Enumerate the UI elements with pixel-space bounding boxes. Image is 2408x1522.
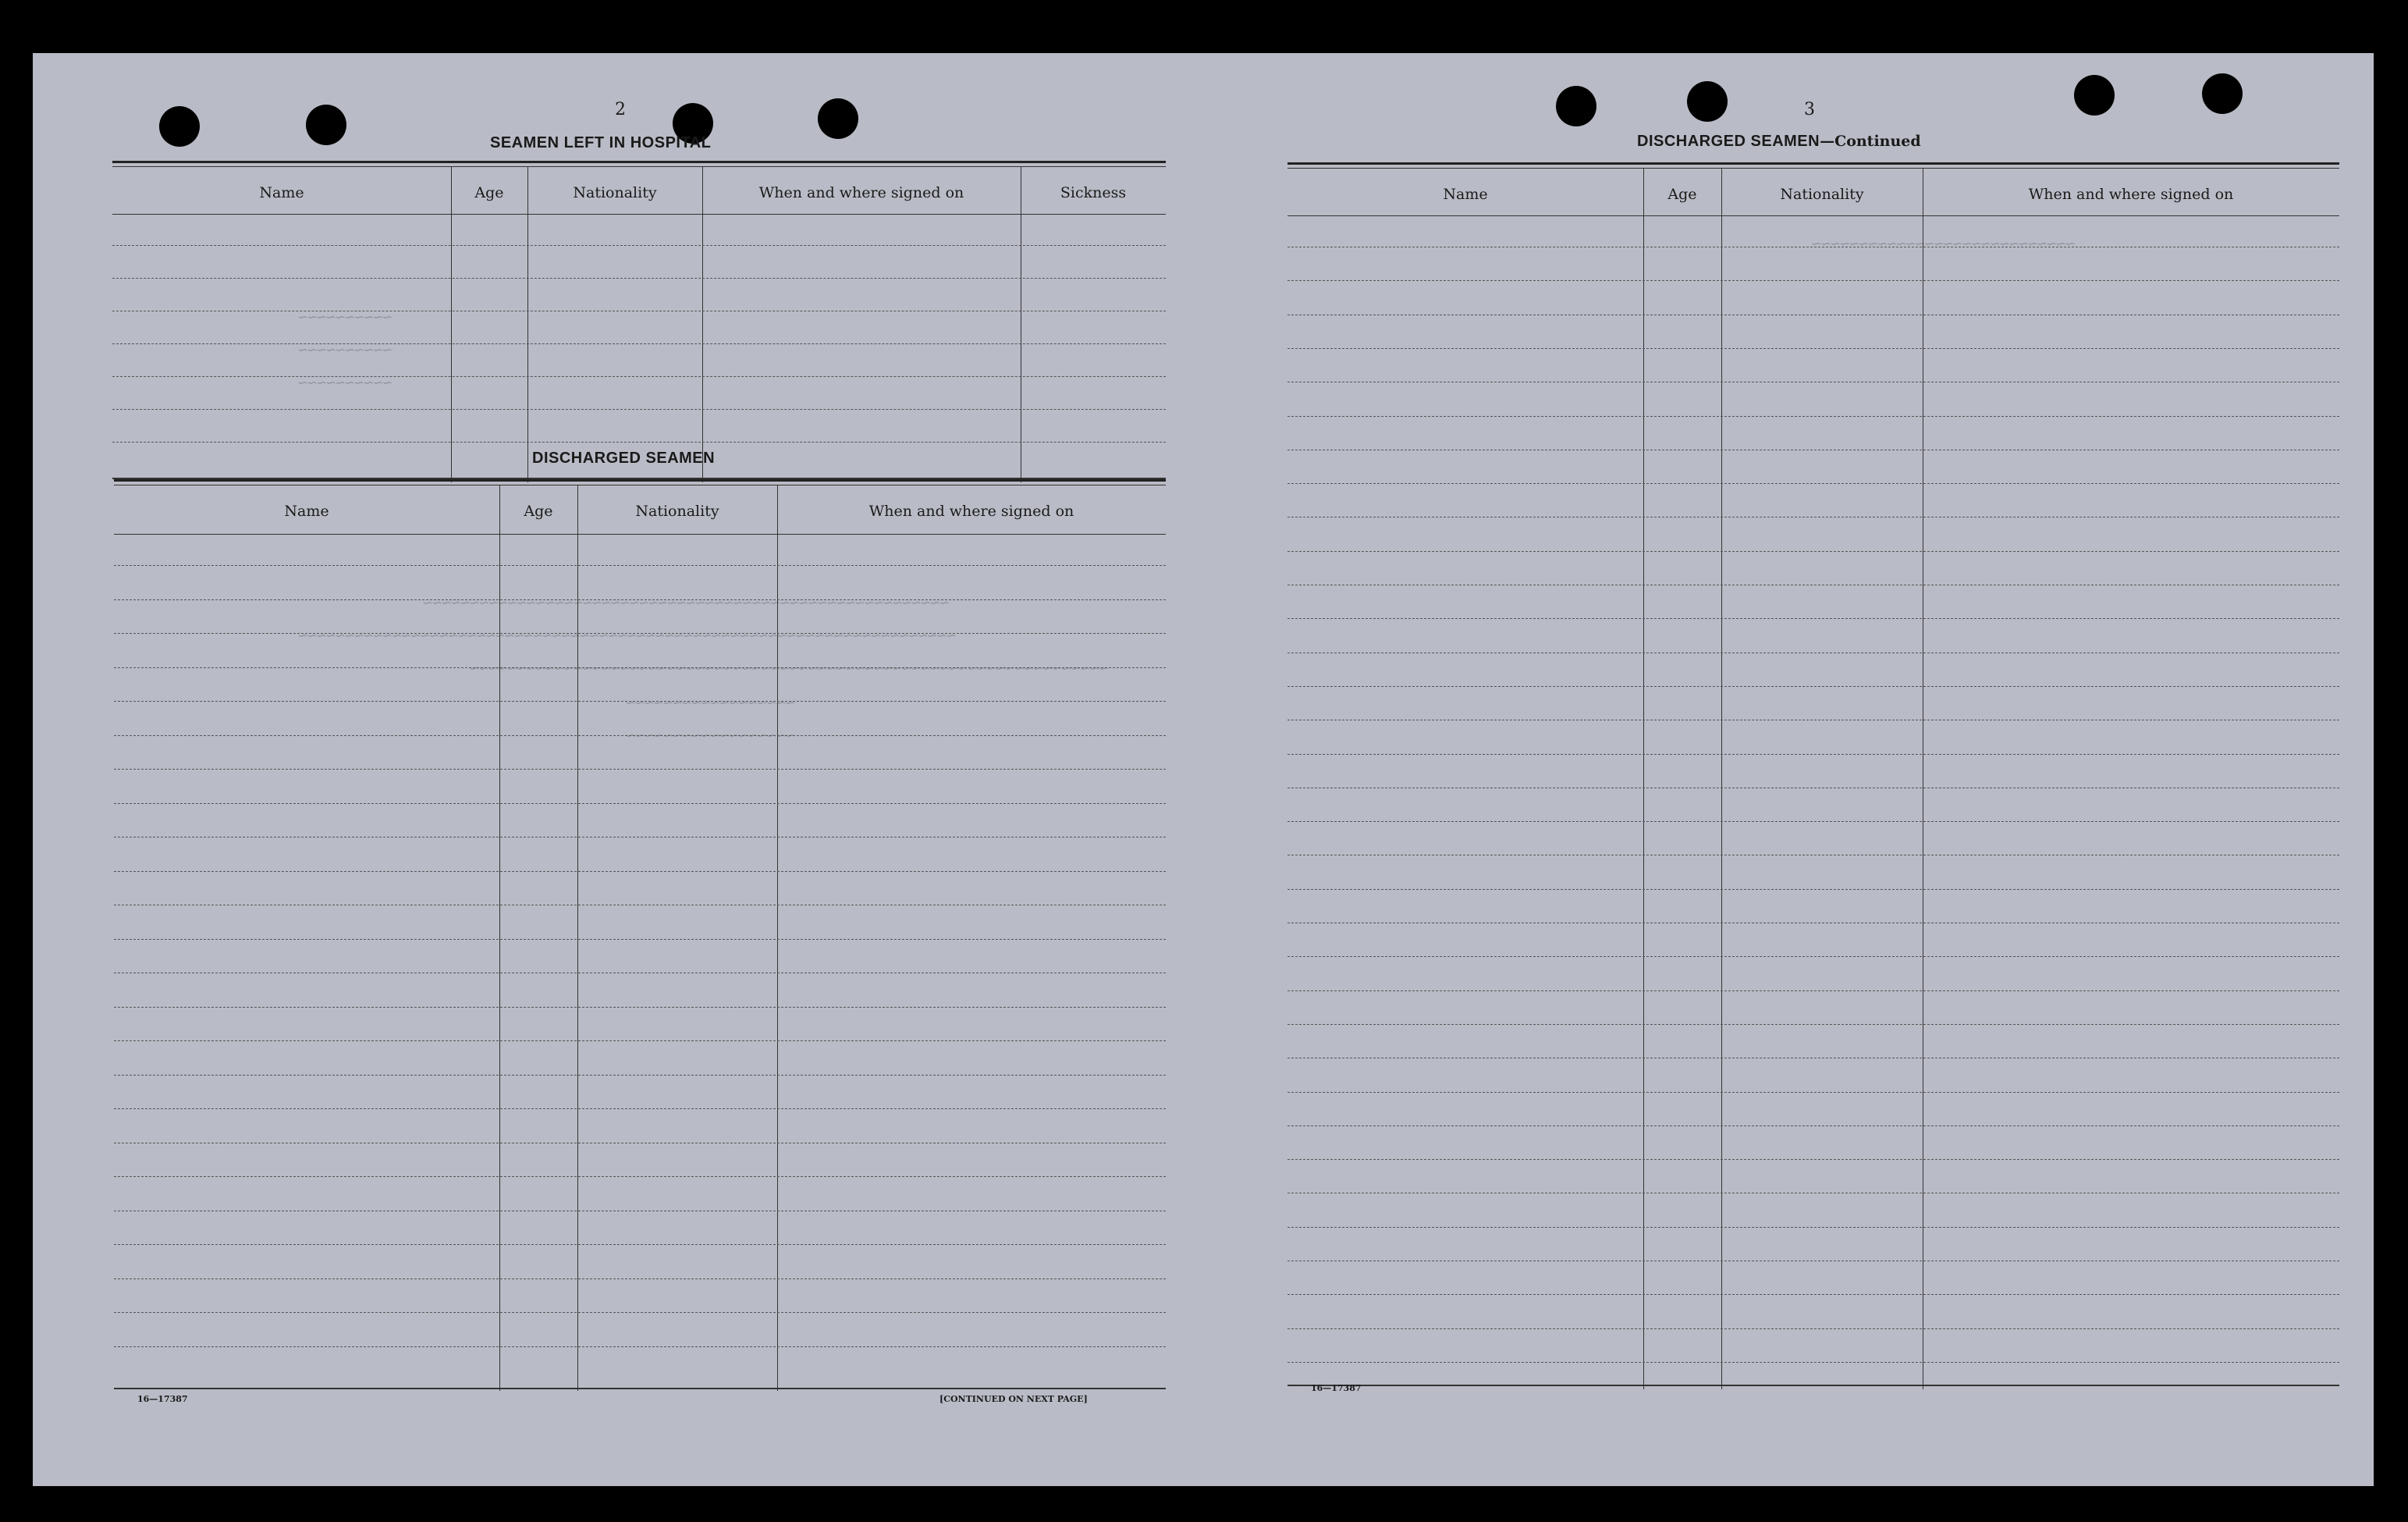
table-row <box>1287 686 2339 687</box>
table-row <box>112 245 1166 246</box>
table-row <box>1287 348 2339 349</box>
table-row <box>114 871 1166 872</box>
continued-note: [CONTINUED ON NEXT PAGE] <box>939 1394 1088 1404</box>
table-row <box>1287 1159 2339 1160</box>
bleed-through-mark: ~~~~~~~~~~~~~~~~~~~~~~~~~~~~~~~~~~~~~~~~~~~~~~~~~~~~~~~~ <box>423 593 950 612</box>
table-row <box>1287 483 2339 484</box>
column-header-name: Name <box>284 503 329 520</box>
table-row <box>114 1176 1166 1177</box>
column-header-name: Name <box>1443 186 1488 203</box>
heading-main: DISCHARGED SEAMEN <box>1637 133 1820 150</box>
heading-continued: —Continued <box>1820 133 1921 150</box>
table-row <box>114 803 1166 804</box>
table-row <box>1287 1092 2339 1093</box>
table-row <box>1287 1024 2339 1025</box>
table-row <box>114 565 1166 566</box>
bleed-through-mark: ~~~~~~~~~~~~~~~~~~ <box>626 693 795 712</box>
discharged-heading: DISCHARGED SEAMEN <box>532 450 716 467</box>
discharged-continued-heading <box>1637 133 1921 151</box>
document-sheet <box>33 53 2374 1486</box>
table-row <box>114 939 1166 940</box>
table-row <box>112 442 1166 443</box>
column-header-signed-on: When and where signed on <box>758 184 964 201</box>
column-header-nationality: Nationality <box>573 184 657 201</box>
punch-hole <box>1556 86 1596 126</box>
column-header-sickness: Sickness <box>1060 184 1127 201</box>
table-row <box>114 633 1166 634</box>
table-row <box>114 735 1166 736</box>
bleed-through-mark: ~~~~~~~~~~~~~~~~~~~~~~~~~~~~ <box>1812 234 2076 253</box>
page-number-left: 2 <box>615 100 626 119</box>
table-row <box>1287 551 2339 552</box>
table-row <box>1287 1125 2339 1126</box>
column-header-signed-on: When and where signed on <box>2028 186 2234 203</box>
table-row <box>114 1278 1166 1279</box>
form-number-right: 16—17387 <box>1311 1383 1362 1393</box>
bleed-through-mark: ~~~~~~~~~~ <box>298 340 392 359</box>
bleed-through-mark: ~~~~~~~~~~~~~~~~~~~~~~~~~~~~~~~~~~~~~~~~~~~~~~~~~~~~~~~~~~~~~~~~~~~~ <box>470 659 1109 677</box>
form-number-left: 16—17387 <box>137 1394 188 1404</box>
punch-hole <box>1687 81 1728 122</box>
column-header-signed-on: When and where signed on <box>868 503 1074 520</box>
table-row <box>114 667 1166 668</box>
table-row <box>1287 280 2339 281</box>
table-row <box>1287 889 2339 890</box>
bleed-through-mark: ~~~~~~~~~~ <box>298 308 392 326</box>
table-row <box>112 409 1166 410</box>
table-row <box>1287 1362 2339 1363</box>
table-row <box>112 343 1166 344</box>
punch-hole <box>2202 73 2243 114</box>
punch-hole <box>2074 75 2115 116</box>
table-row <box>1287 1328 2339 1329</box>
bleed-through-mark: ~~~~~~~~~~ <box>298 373 392 392</box>
table-row <box>112 278 1166 279</box>
punch-hole <box>159 106 200 147</box>
table-row <box>1287 990 2339 991</box>
discharged-table <box>114 479 1166 1391</box>
table-row <box>114 1312 1166 1313</box>
table-row <box>114 1108 1166 1109</box>
table-row <box>1287 1294 2339 1295</box>
table-row <box>114 1346 1166 1347</box>
column-header-nationality: Nationality <box>1780 186 1864 203</box>
bleed-through-mark: ~~~~~~~~~~~~~~~~~~~~~~~~~~~~~~~~~~~~~~~~~~~~~~~~~~~~~~~~~~~~~~~~~~~~~~ <box>298 626 956 645</box>
table-row <box>1287 416 2339 417</box>
table-row <box>1287 754 2339 755</box>
column-header-age: Age <box>524 503 553 520</box>
table-row <box>1287 1227 2339 1228</box>
hospital-heading: SEAMEN LEFT IN HOSPITAL <box>490 134 712 151</box>
table-row <box>112 376 1166 377</box>
column-header-age: Age <box>474 184 504 201</box>
discharged-continued-table <box>1287 162 2339 1389</box>
table-row <box>114 769 1166 770</box>
table-row <box>114 599 1166 600</box>
table-row <box>1287 956 2339 957</box>
column-header-name: Name <box>259 184 304 201</box>
column-header-age: Age <box>1667 186 1697 203</box>
bleed-through-mark: ~~~~~~~~~~~~~~~~~~ <box>626 726 795 745</box>
punch-hole <box>818 98 858 139</box>
page-number-right: 3 <box>1804 100 1815 119</box>
table-row <box>1287 821 2339 822</box>
table-row <box>114 1040 1166 1041</box>
table-row <box>114 1007 1166 1008</box>
column-header-nationality: Nationality <box>635 503 719 520</box>
punch-hole <box>306 105 346 145</box>
table-row <box>114 1075 1166 1076</box>
table-row <box>114 1244 1166 1245</box>
table-row <box>114 701 1166 702</box>
table-row <box>1287 618 2339 619</box>
hospital-table <box>112 161 1166 482</box>
